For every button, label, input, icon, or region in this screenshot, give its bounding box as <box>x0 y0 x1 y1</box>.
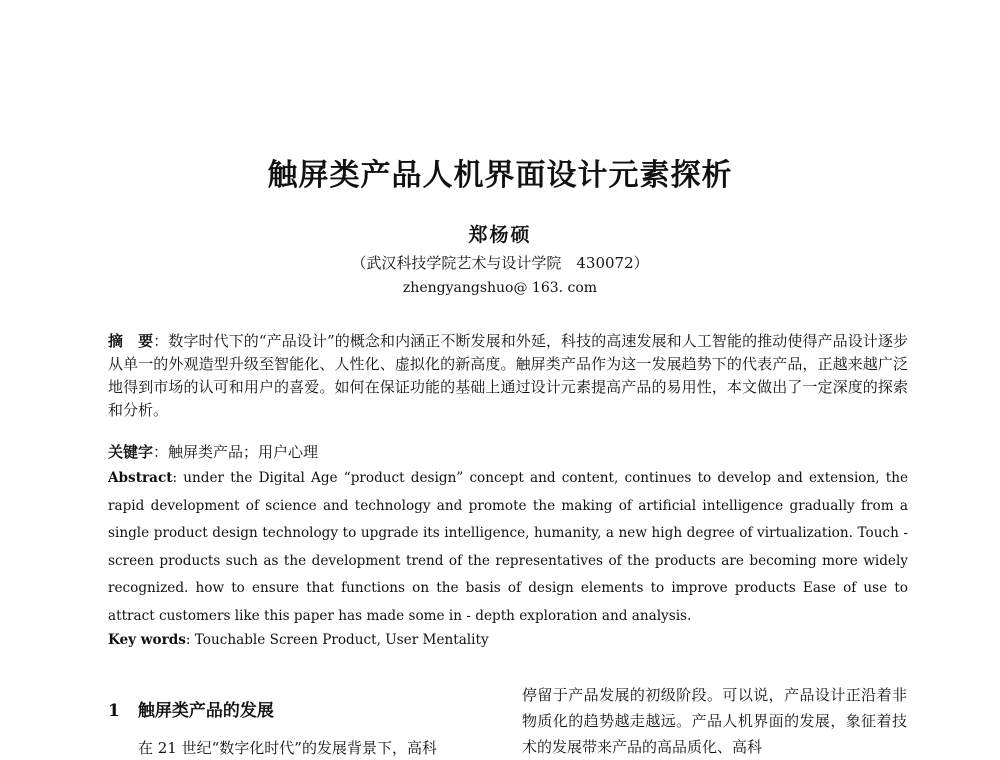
section-number: 1 <box>108 701 120 721</box>
body-column-left: 在 21 世纪“数字化时代”的发展背景下，高科 <box>138 739 437 757</box>
author-affiliation: （武汉科技学院艺术与设计学院 430072） <box>351 254 649 272</box>
paper-title: 触屏类产品人机界面设计元素探析 <box>267 158 733 193</box>
abstract-en-text: : under the Digital Age “product design” concept and content, continues to develop and extension, the rapid development of science and technology and promote the making of artificial intelligence gradually from a single product design technology to upgrade its intelligence, humanity, a new high degree of virtualization. Touch - screen products such as the development trend of the representatives of the products are becoming more widely recognized. how to ensure that functions on the basis of design elements to improve products Ease of use to attract customers like this paper has made some in - depth exploration and analysis. <box>108 470 908 624</box>
body-column-right: 停留于产品发展的初级阶段。可以说，产品设计正沿着非物质化的趋势越走越远。产品人机界面的发展，象征着技术的发展带来产品的高品质化、高科 <box>522 686 907 756</box>
keywords-en-label: Key words <box>108 632 186 648</box>
abstract-chinese <box>108 330 908 422</box>
abstract-english <box>108 465 908 631</box>
keywords-english <box>108 628 908 652</box>
author-name: 郑杨硕 <box>468 224 532 246</box>
section-title: 触屏类产品的发展 <box>137 701 274 721</box>
abstract-cn-label: 摘 要 <box>108 332 154 350</box>
keywords-chinese <box>108 442 908 462</box>
author-email: zhengyangshuo@ 163. com <box>402 280 598 296</box>
keywords-cn-label: 关键字 <box>108 443 154 461</box>
keywords-en-text: : Touchable Screen Product, User Mentality <box>185 632 489 648</box>
section-heading <box>108 696 274 721</box>
abstract-cn-text: ：数字时代下的“产品设计”的概念和内涵正不断发展和外延，科技的高速发展和人工智能的推动使得产品设计逐步从单一的外观造型升级至智能化、人性化、虚拟化的新高度。触屏类产品作为这一发展趋势下的代表产品，正越来越广泛地得到市场的认可和用户的喜爱。如何在保证功能的基础上通过设计元素提高产品的易用性，本文做出了一定深度的探索和分析。 <box>108 332 908 419</box>
keywords-cn-text: ：触屏类产品；用户心理 <box>153 443 319 461</box>
abstract-en-label: Abstract <box>108 470 173 486</box>
